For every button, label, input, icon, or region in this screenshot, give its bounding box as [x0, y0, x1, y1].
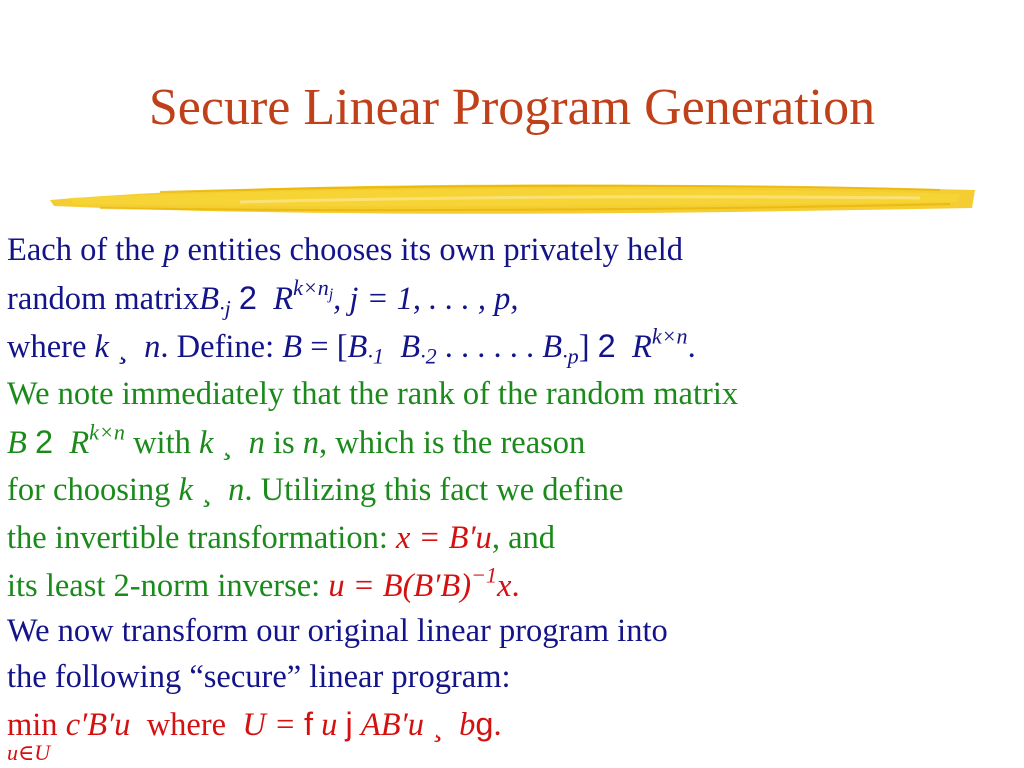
math-rest: , j = 1, . . . , p, — [333, 281, 519, 317]
math-sup: k×n — [651, 323, 688, 349]
math-transformation: x = B′u — [395, 520, 492, 556]
text: for choosing — [7, 472, 179, 508]
math-min: min — [7, 707, 58, 743]
math-relation-glyph: ¸ — [117, 329, 128, 365]
math-k: k — [198, 425, 214, 461]
math-n: n — [248, 425, 265, 461]
body-line-7 — [7, 518, 555, 558]
text: the invertible transformation: — [7, 520, 396, 556]
body-line-5 — [7, 419, 586, 463]
math-membership-glyph: 2 — [597, 328, 616, 364]
math-x: x — [497, 568, 512, 604]
math-n: n — [144, 329, 161, 365]
math-b: b — [459, 707, 476, 743]
math-relation-glyph: ¸ — [221, 425, 233, 461]
body-line-1 — [7, 230, 683, 270]
math-n: n — [228, 472, 245, 508]
math-subsub: j — [328, 286, 334, 304]
math-bar-glyph: j — [345, 706, 353, 742]
text: its least 2-norm inverse: — [7, 568, 329, 604]
text: is — [264, 425, 303, 461]
math-membership-glyph: 2 — [34, 424, 54, 460]
math-R: R — [273, 281, 294, 317]
title-underline-swoosh — [40, 178, 980, 222]
math-sub: ·p — [562, 343, 579, 369]
text: . Define: — [160, 329, 283, 365]
math-constraint: AB′u — [360, 707, 424, 743]
math-dots: . . . . . . — [436, 329, 543, 365]
math-B: B — [400, 329, 421, 365]
math-objective: c′B′u — [65, 707, 131, 743]
math-eq: = [ — [302, 329, 348, 365]
slide-title: Secure Linear Program Generation — [148, 79, 876, 136]
text: where — [7, 329, 95, 365]
math-R: R — [69, 425, 90, 461]
body-line-11 — [7, 704, 502, 745]
math-k: k — [178, 472, 193, 508]
body-line-2 — [7, 275, 519, 321]
body-line-3 — [7, 323, 696, 369]
math-k: k — [94, 329, 109, 365]
body-line-10: the following “secure” linear program: — [7, 659, 511, 695]
text: , which is the reason — [319, 425, 586, 461]
math-brace-glyph: g — [475, 706, 494, 742]
math-bracket: ] — [578, 329, 590, 365]
math-B: B — [7, 425, 27, 461]
math-relation-glyph: ¸ — [432, 707, 443, 743]
math-R: R — [631, 329, 652, 365]
math-u: u — [321, 707, 338, 743]
math-B: B — [542, 329, 563, 365]
math-min-subscript: u∈U — [7, 740, 51, 765]
math-sub: ·2 — [420, 343, 437, 369]
text: . — [687, 329, 696, 365]
math-sup: k×n — [89, 419, 125, 445]
math-sup: −1 — [471, 562, 498, 588]
body-line-8 — [7, 562, 520, 606]
text: entities chooses its own privately held — [179, 232, 684, 268]
math-B: B — [199, 281, 220, 317]
math-brace-glyph: f — [304, 706, 314, 742]
math-U: U = — [242, 707, 296, 743]
math-B: B — [282, 329, 303, 365]
math-sub: ·1 — [367, 343, 384, 369]
text: . — [493, 707, 502, 743]
text: . Utilizing this fact we define — [244, 472, 624, 508]
body-line-9: We now transform our original linear program into — [7, 613, 668, 649]
math-sup: k×n — [293, 275, 329, 301]
text: Each of the — [7, 232, 164, 268]
math-sub: ·j — [219, 295, 231, 321]
body-line-4: We note immediately that the rank of the random matrix — [7, 376, 739, 412]
math-inverse: u = B(B′B) — [328, 568, 472, 604]
text: random matrix — [7, 281, 200, 317]
math-p: p — [163, 232, 180, 268]
text: where — [146, 707, 227, 743]
math-membership-glyph: 2 — [238, 280, 257, 316]
math-relation-glyph: ¸ — [201, 472, 212, 508]
math-B: B — [347, 329, 368, 365]
math-n: n — [302, 425, 320, 461]
text: . — [511, 568, 520, 604]
text: with — [124, 425, 199, 461]
text: , and — [491, 520, 555, 556]
body-line-6 — [7, 470, 623, 510]
